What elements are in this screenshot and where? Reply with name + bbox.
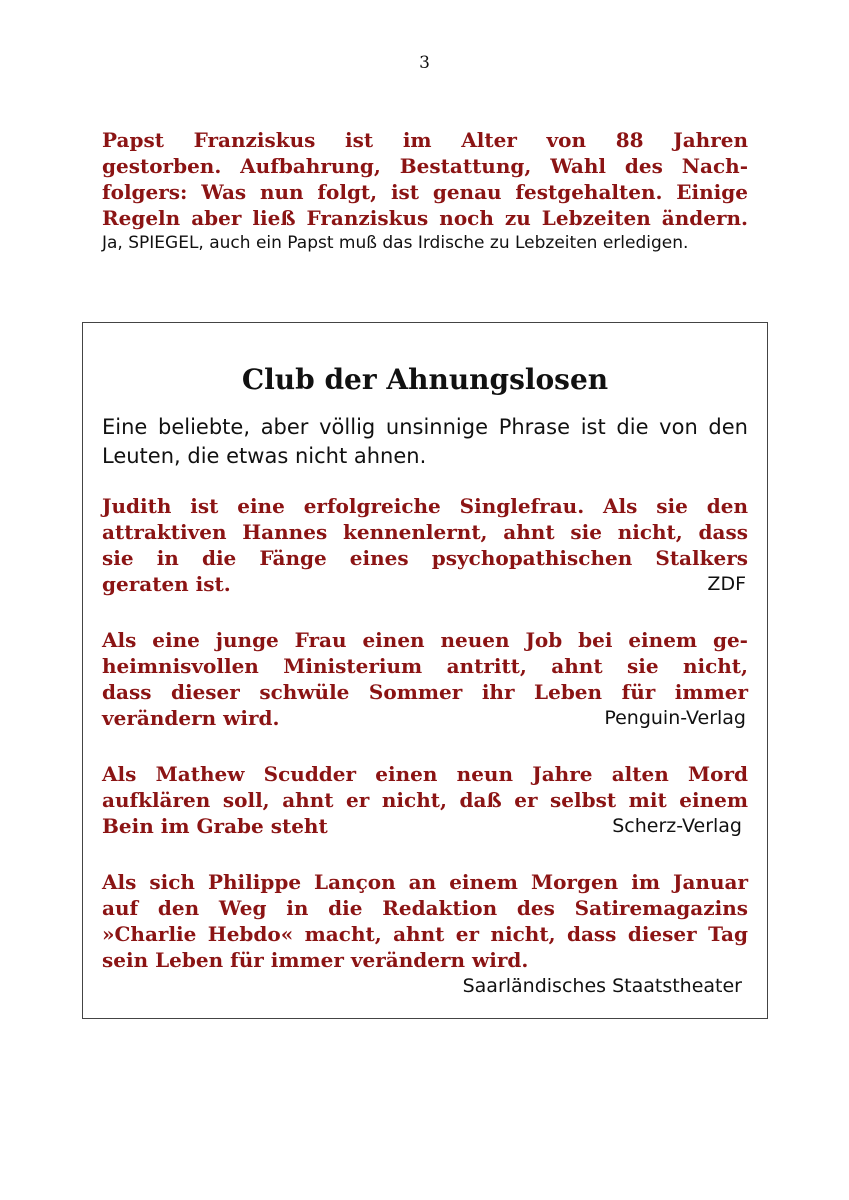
headline-line: folgers: Was nun folgt, ist genau festgehalten. Einige <box>102 180 748 204</box>
quote-line: Bein im Grabe steht <box>102 814 328 838</box>
quote-line: attraktiven Hannes kennenlernt, ahnt sie nicht, dass <box>102 520 748 544</box>
quote-zdf <box>102 493 748 597</box>
quote-line: aufklären soll, ahnt er nicht, daß er selbst mit einem <box>102 788 748 812</box>
quote-line: sein Leben für immer verändern wird. <box>102 948 529 972</box>
box-lead: Eine beliebte, aber völlig unsinnige Phrase ist die von den Leuten, die etwas nicht ahnen. <box>102 415 748 468</box>
quote-scherz <box>102 761 748 839</box>
headline-line: gestorben. Aufbahrung, Bestattung, Wahl des Nach- <box>102 154 748 178</box>
page-number: 3 <box>419 53 430 73</box>
quote-penguin <box>102 627 748 731</box>
box-title: Club der Ahnungslosen <box>241 363 609 396</box>
quote-line: Als sich Philippe Lançon an einem Morgen im Januar <box>102 870 748 894</box>
quote-line: Als Mathew Scudder einen neun Jahre alten Mord <box>102 762 748 786</box>
quote-source: Scherz-Verlag <box>612 815 742 837</box>
intro-section <box>102 127 748 255</box>
quote-source: ZDF <box>707 573 746 595</box>
quote-staatstheater <box>102 869 748 999</box>
intro-comment: Ja, SPIEGEL, auch ein Papst muß das Irdische zu Lebzeiten erledigen. <box>102 233 689 253</box>
quote-line: verändern wird. <box>102 706 280 730</box>
quote-source: Saarländisches Staatstheater <box>462 975 742 997</box>
quote-line: sie in die Fänge eines psychopathischen Stalkers <box>102 546 748 570</box>
quote-line: geraten ist. <box>102 572 231 596</box>
quote-line: Als eine junge Frau einen neuen Job bei einem ge- <box>102 628 748 652</box>
quote-line: dass dieser schwüle Sommer ihr Leben für immer <box>102 680 748 704</box>
quote-source: Penguin-Verlag <box>604 707 746 729</box>
quote-line: Judith ist eine erfolgreiche Singlefrau. Als sie den <box>102 494 748 518</box>
quote-line: heimnisvollen Ministerium antritt, ahnt sie nicht, <box>102 654 748 678</box>
headline-line: Papst Franziskus ist im Alter von 88 Jahren <box>102 128 748 152</box>
quote-line: »Charlie Hebdo« macht, ahnt er nicht, dass dieser Tag <box>102 922 748 946</box>
quote-line: auf den Weg in die Redaktion des Satiremagazins <box>102 896 748 920</box>
quote-box <box>82 322 768 1019</box>
headline-line: Regeln aber ließ Franziskus noch zu Lebzeiten ändern. <box>102 206 748 230</box>
